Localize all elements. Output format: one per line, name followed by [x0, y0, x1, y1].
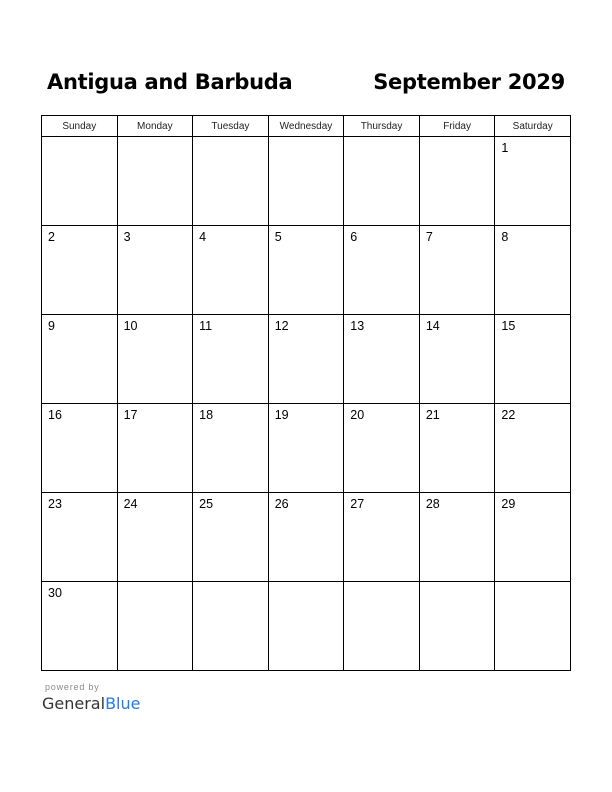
week-row — [42, 582, 571, 671]
day-cell — [42, 226, 118, 315]
day-number: 23 — [48, 497, 62, 511]
day-cell — [193, 226, 269, 315]
day-number — [269, 582, 344, 586]
day-number: 15 — [501, 319, 516, 333]
day-number: 11 — [199, 319, 213, 333]
day-cell — [344, 226, 420, 315]
day-number: 2 — [48, 230, 55, 244]
day-cell — [344, 315, 420, 404]
day-cell — [419, 315, 495, 404]
day-number — [118, 582, 193, 586]
day-number: 26 — [274, 497, 289, 511]
day-number: 1 — [501, 141, 509, 155]
weekday-saturday: Saturday — [495, 116, 571, 137]
weekday-header-row — [42, 116, 571, 137]
generalblue-logo[interactable] — [42, 694, 140, 713]
day-cell — [193, 137, 269, 226]
day-cell — [268, 226, 344, 315]
day-number: 14 — [425, 319, 440, 333]
day-cell — [193, 315, 269, 404]
day-cell — [419, 582, 495, 671]
day-cell — [42, 582, 118, 671]
day-number: 18 — [199, 408, 214, 422]
day-number: 27 — [350, 497, 365, 511]
day-number: 3 — [123, 230, 131, 244]
day-number: 9 — [48, 319, 55, 333]
country-title: Antigua and Barbuda — [47, 70, 293, 94]
week-row — [42, 404, 571, 493]
day-cell — [268, 582, 344, 671]
day-number: 7 — [425, 230, 433, 244]
day-cell — [117, 315, 193, 404]
day-number — [118, 137, 193, 141]
day-number — [344, 582, 419, 586]
day-number — [193, 137, 268, 141]
day-cell — [344, 404, 420, 493]
day-cell — [419, 404, 495, 493]
day-number: 19 — [274, 408, 289, 422]
powered-by-text: powered by — [45, 682, 100, 692]
day-cell — [419, 137, 495, 226]
day-number — [495, 582, 570, 586]
day-cell — [344, 493, 420, 582]
weekday-friday: Friday — [419, 116, 495, 137]
day-cell — [117, 493, 193, 582]
week-row — [42, 315, 571, 404]
day-cell — [268, 137, 344, 226]
day-cell — [419, 226, 495, 315]
day-cell — [495, 226, 571, 315]
day-number — [42, 137, 117, 141]
day-number: 5 — [274, 230, 282, 244]
day-number: 12 — [274, 319, 289, 333]
day-cell — [193, 582, 269, 671]
calendar-grid — [41, 115, 571, 671]
week-row — [42, 493, 571, 582]
day-cell — [117, 404, 193, 493]
day-cell — [419, 493, 495, 582]
day-number: 6 — [350, 230, 358, 244]
day-number: 17 — [123, 408, 138, 422]
day-cell — [495, 404, 571, 493]
day-cell — [268, 315, 344, 404]
day-number: 13 — [350, 319, 365, 333]
day-number: 25 — [199, 497, 214, 511]
day-number: 16 — [48, 408, 62, 422]
day-cell — [193, 493, 269, 582]
day-number: 4 — [199, 230, 207, 244]
weekday-monday: Monday — [117, 116, 193, 137]
day-cell — [344, 582, 420, 671]
day-cell — [42, 137, 118, 226]
day-cell — [117, 582, 193, 671]
day-number — [420, 137, 495, 141]
weekday-wednesday: Wednesday — [268, 116, 344, 137]
day-number: 24 — [123, 497, 138, 511]
weekday-thursday: Thursday — [344, 116, 420, 137]
day-cell — [42, 493, 118, 582]
day-cell — [268, 404, 344, 493]
day-cell — [495, 137, 571, 226]
day-number — [269, 137, 344, 141]
day-number: 21 — [425, 408, 440, 422]
day-number: 10 — [123, 319, 138, 333]
day-number: 8 — [501, 230, 509, 244]
day-cell — [42, 315, 118, 404]
day-cell — [495, 582, 571, 671]
weekday-tuesday: Tuesday — [193, 116, 269, 137]
day-cell — [117, 226, 193, 315]
day-cell — [117, 137, 193, 226]
month-year-title: September 2029 — [373, 70, 565, 94]
day-cell — [495, 315, 571, 404]
logo-general-text: General — [42, 694, 106, 713]
day-number: 30 — [48, 586, 62, 600]
day-number — [344, 137, 419, 141]
day-cell — [495, 493, 571, 582]
day-cell — [344, 137, 420, 226]
day-number: 29 — [501, 497, 516, 511]
day-number: 22 — [501, 408, 516, 422]
day-number — [193, 582, 268, 586]
day-number: 28 — [425, 497, 440, 511]
week-row — [42, 226, 571, 315]
weekday-sunday: Sunday — [42, 116, 118, 137]
day-cell — [268, 493, 344, 582]
logo-blue-text: Blue — [105, 694, 141, 713]
week-row — [42, 137, 571, 226]
day-cell — [42, 404, 118, 493]
day-number: 20 — [350, 408, 365, 422]
day-cell — [193, 404, 269, 493]
day-number — [420, 582, 495, 586]
